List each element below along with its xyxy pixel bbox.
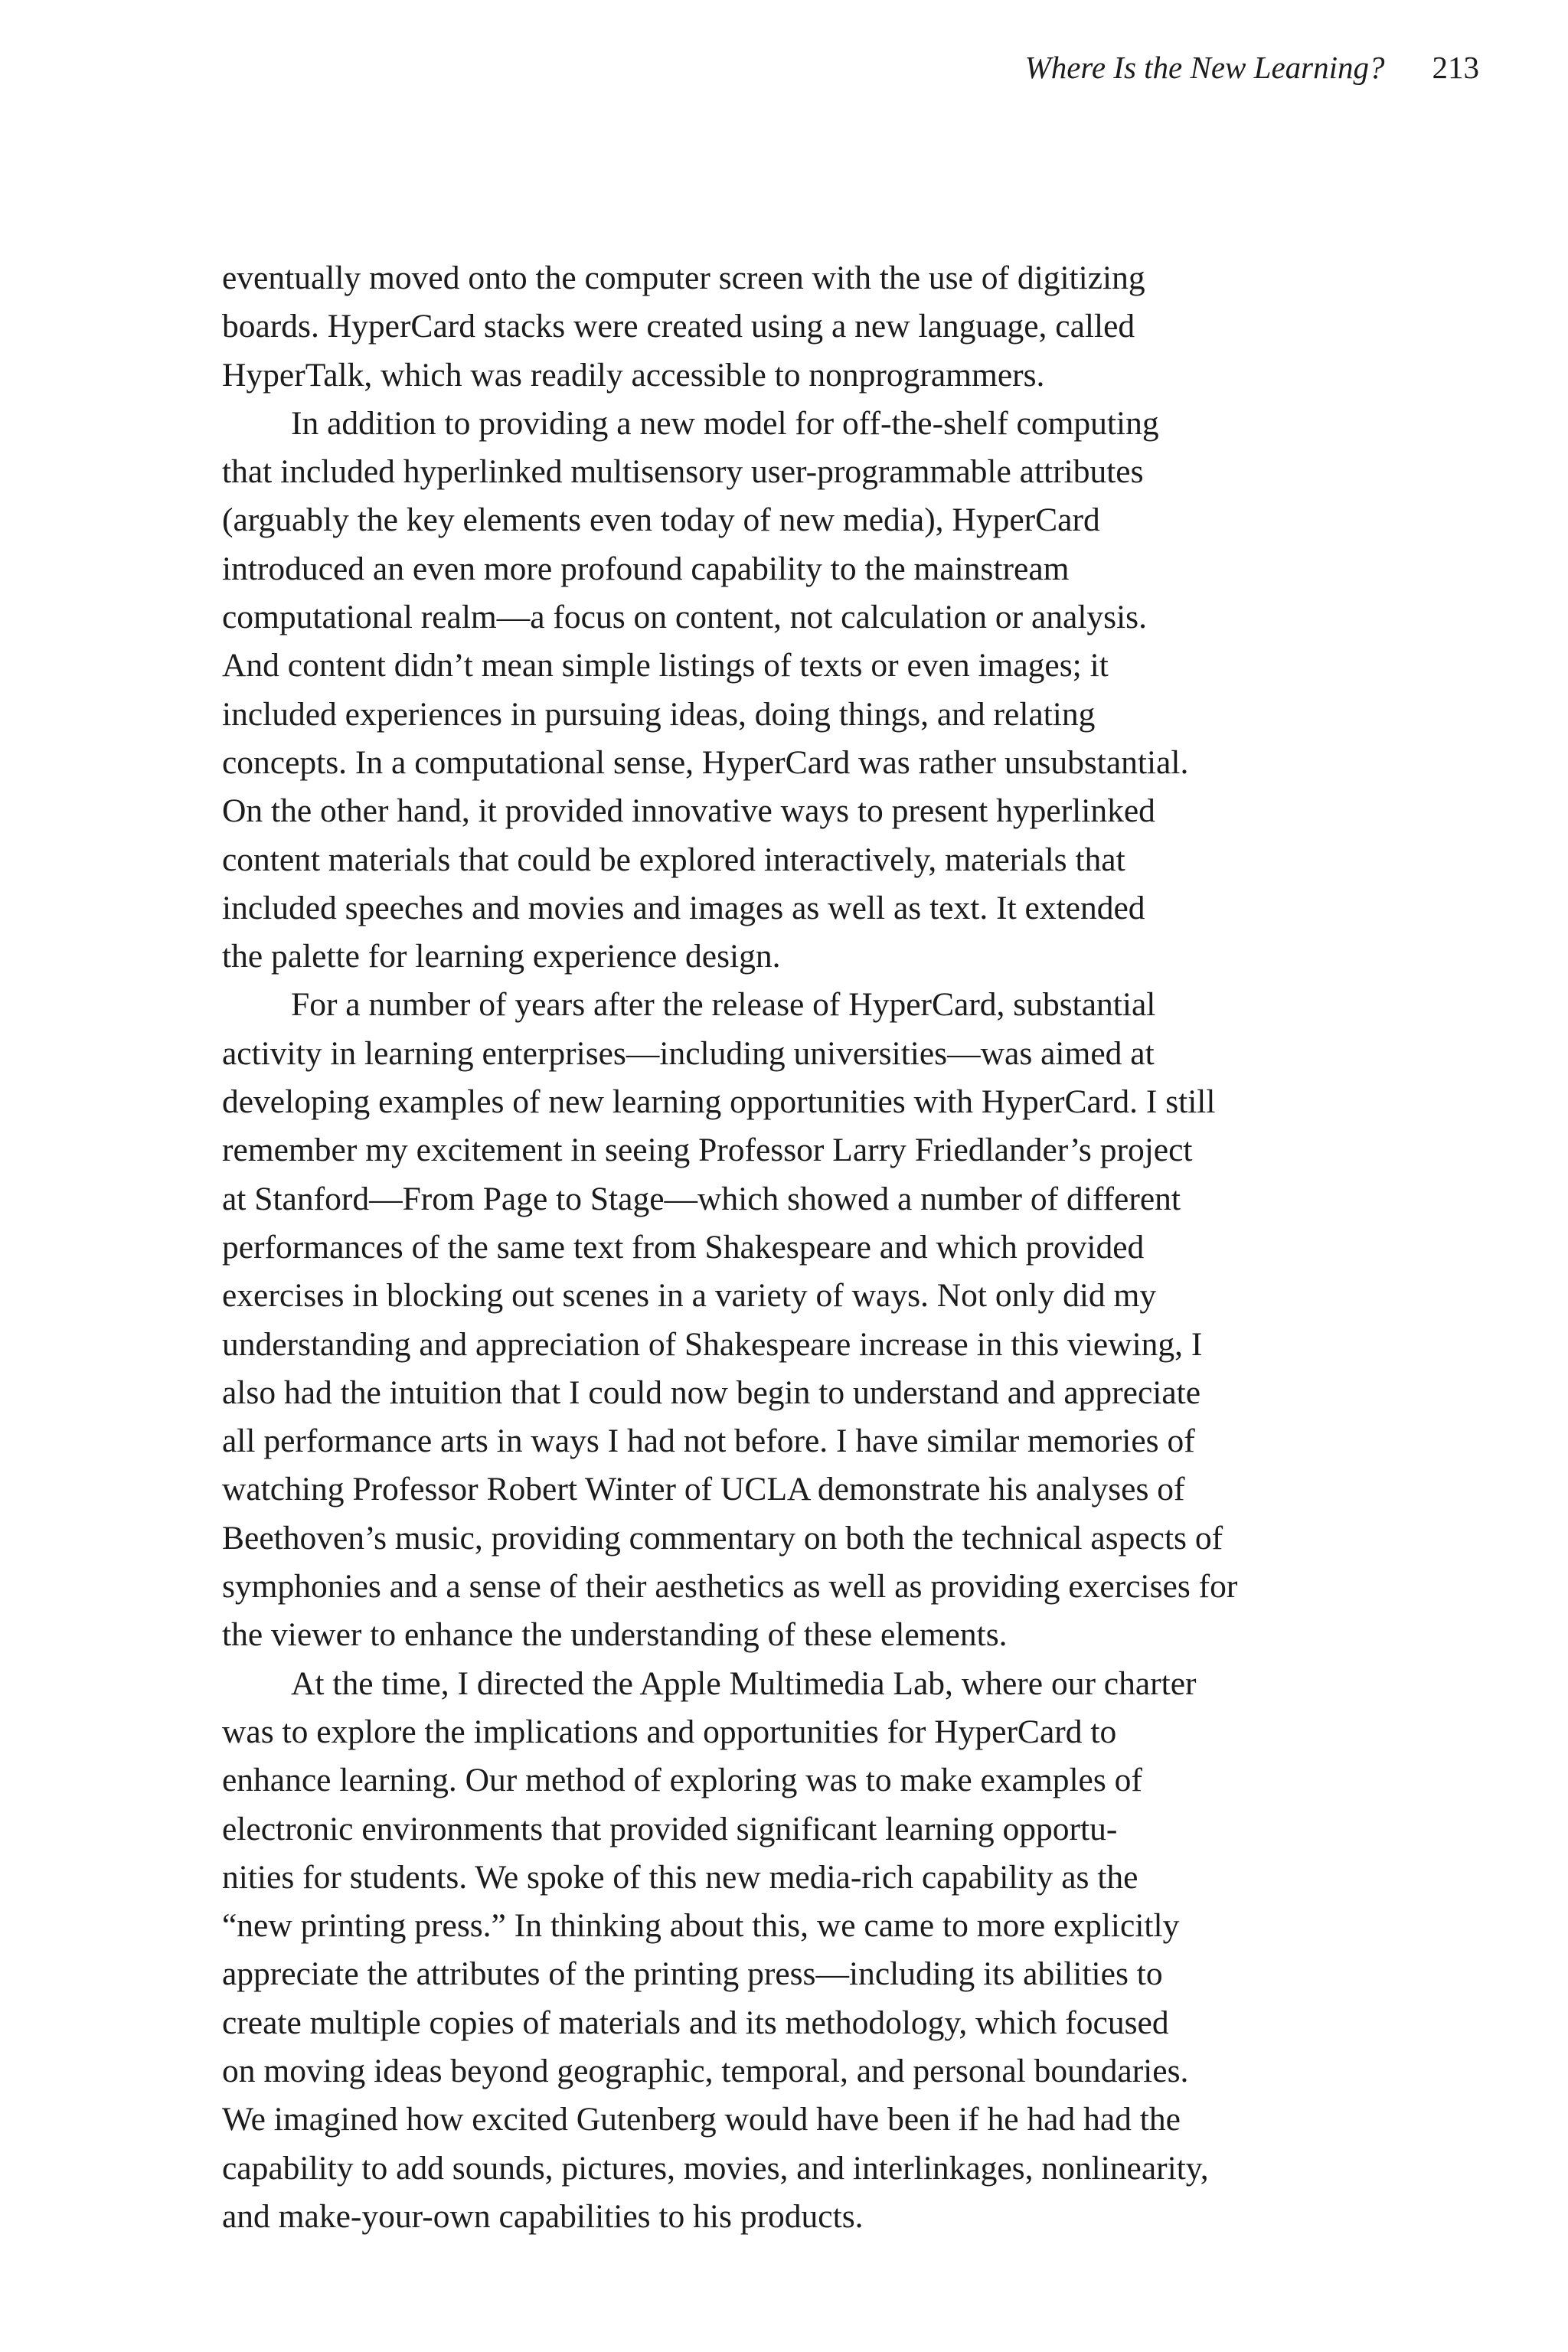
paragraph [222, 254, 1370, 400]
text-line: Beethoven’s music, providing commentary on both the technical aspects of [222, 1519, 1223, 1557]
text-line: on moving ideas beyond geographic, temporal, and personal boundaries. [222, 2052, 1189, 2089]
text-line: and make-your-own capabilities to his products. [222, 2197, 864, 2235]
text-line: remember my excitement in seeing Professor Larry Friedlander’s project [222, 1132, 1193, 1169]
text-line: included speeches and movies and images as well as text. It extended [222, 889, 1145, 926]
text-line: “new printing press.” In thinking about this, we came to more explicitly [222, 1907, 1180, 1945]
running-title: Where Is the New Learning? [1024, 50, 1385, 85]
text-line: enhance learning. Our method of exploring was to make examples of [222, 1762, 1142, 1799]
text-line: computational realm—a focus on content, not calculation or analysis. [222, 599, 1147, 636]
text-line: symphonies and a sense of their aesthetics as well as providing exercises for [222, 1568, 1238, 1606]
paragraph [222, 400, 1370, 982]
text-line: developing examples of new learning opportunities with HyperCard. I still [222, 1083, 1216, 1121]
text-line: create multiple copies of materials and its methodology, which focused [222, 2004, 1169, 2041]
text-line: activity in learning enterprises—including universities—was aimed at [222, 1034, 1155, 1072]
text-line: watching Professor Robert Winter of UCLA demonstrate his analyses of [222, 1471, 1185, 1508]
text-line: at Stanford—From Page to Stage—which showed a number of different [222, 1180, 1181, 1217]
text-line: HyperTalk, which was readily accessible to nonprogrammers. [222, 356, 1045, 394]
text-line: understanding and appreciation of Shakespeare increase in this viewing, I [222, 1325, 1203, 1363]
text-line: introduced an even more profound capability to the mainstream [222, 550, 1070, 587]
text-line: content materials that could be explored interactively, materials that [222, 841, 1125, 878]
text-line: appreciate the attributes of the printing press—including its abilities to [222, 1955, 1163, 1993]
text-line: the palette for learning experience design. [222, 938, 781, 975]
text-line: electronic environments that provided significant learning opportu- [222, 1810, 1118, 1847]
text-line: the viewer to enhance the understanding of these elements. [222, 1616, 1008, 1654]
text-line: In addition to providing a new model for off-the-shelf computing [291, 404, 1159, 442]
text-line: capability to add sounds, pictures, movies, and interlinkages, nonlinearity, [222, 2149, 1209, 2187]
paragraph [222, 1660, 1370, 2242]
text-line: concepts. In a computational sense, HyperCard was rather unsubstantial. [222, 743, 1189, 781]
text-line: (arguably the key elements even today of new media), HyperCard [222, 501, 1100, 539]
running-head [1025, 47, 1479, 87]
page-body [222, 254, 1370, 2241]
text-line: nities for students. We spoke of this new media-rich capability as the [222, 1858, 1138, 1896]
text-line: included experiences in pursuing ideas, doing things, and relating [222, 695, 1096, 733]
text-line: that included hyperlinked multisensory user-programmable attributes [222, 453, 1144, 491]
text-line: all performance arts in ways I had not before. I have similar memories of [222, 1423, 1195, 1460]
text-line: We imagined how excited Gutenberg would have been if he had had the [222, 2101, 1181, 2138]
text-line: exercises in blocking out scenes in a variety of ways. Not only did my [222, 1277, 1157, 1315]
text-line: On the other hand, it provided innovative ways to present hyperlinked [222, 792, 1155, 830]
text-line: also had the intuition that I could now begin to understand and appreciate [222, 1374, 1201, 1411]
text-line: boards. HyperCard stacks were created using a new language, called [222, 308, 1135, 345]
text-line: For a number of years after the release of HyperCard, substantial [291, 986, 1156, 1024]
text-line: was to explore the implications and opportunities for HyperCard to [222, 1713, 1117, 1750]
text-line: performances of the same text from Shakespeare and which provided [222, 1228, 1145, 1266]
page-number: 213 [1432, 50, 1479, 85]
paragraph [222, 981, 1370, 1659]
text-line: And content didn’t mean simple listings of texts or even images; it [222, 647, 1109, 684]
text-line: eventually moved onto the computer screen with the use of digitizing [222, 260, 1145, 296]
text-line: At the time, I directed the Apple Multimedia Lab, where our charter [291, 1664, 1197, 1702]
